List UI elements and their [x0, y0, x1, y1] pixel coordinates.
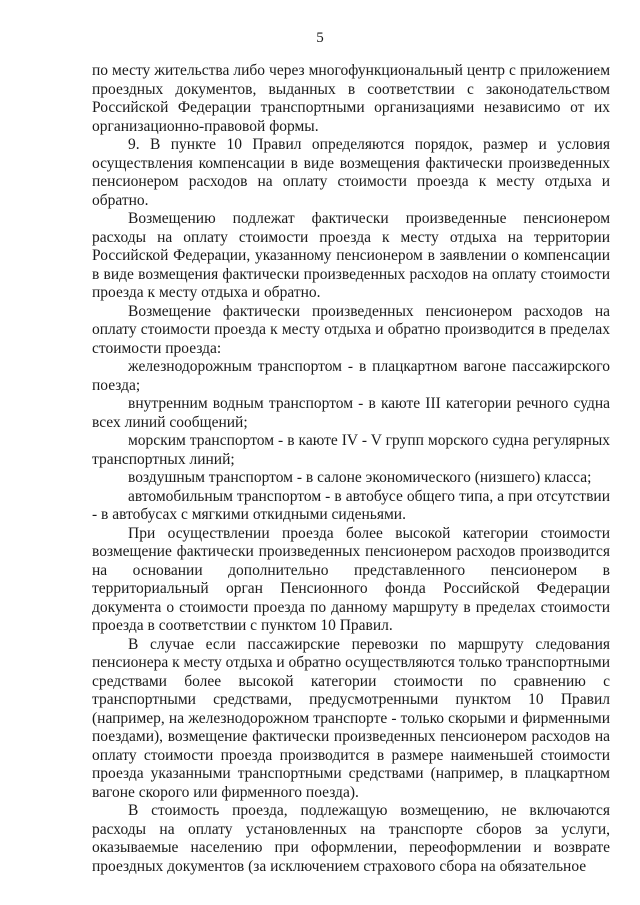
- paragraph-item-9: 9. В пункте 10 Правил определяются порядок, размер и условия осуществления компенсации в виде возмещения фактически произведенных пенсионером расходов на оплату стоимости проезда к месту отдыха и обратно.: [92, 136, 610, 209]
- list-item-sea: морским транспортом - в каюте IV - V групп морского судна регулярных транспортных линий;: [92, 432, 610, 468]
- list-item-railway: железнодорожным транспортом - в плацкартном вагоне пассажирского поезда;: [92, 358, 610, 394]
- paragraph-excluded-fees: В стоимость проезда, подлежащую возмещению, не включаются расходы на оплату установленных на транспорте сборов за услуги, оказываемые населению при оформлении, переоформлении и возврате проездных документов (за исключением страхового сбора на обязательное: [92, 802, 610, 875]
- paragraph-reimbursement-limits: Возмещение фактически произведенных пенсионером расходов на оплату стоимости проезда к месту отдыха и обратно производится в пределах стоимости проезда:: [92, 302, 610, 357]
- page-number: 5: [316, 30, 324, 46]
- paragraph-only-higher-category: В случае если пассажирские перевозки по маршруту следования пенсионера к месту отдыха и обратно осуществляются только транспортными средствами более высокой категории стоимости по сравнению с транспортными средствами, предусмотренными пунктом 10 Правил (например, на железнодорожном транспорте - только скорыми и фирменными поездами), возмещение фактически произведенных пенсионером расходов на оплату стоимости проезда производится в размере наименьшей стоимости проезда указанными транспортными средствами (например, в плацкартном вагоне скорого или фирменного поезда).: [92, 635, 610, 801]
- list-item-inland-water: внутренним водным транспортом - в каюте III категории речного судна всех линий сообщений;: [92, 395, 610, 431]
- list-item-air: воздушным транспортом - в салоне экономического (низшего) класса;: [128, 469, 592, 486]
- paragraph-reimbursement-scope: Возмещению подлежат фактически произведенные пенсионером расходы на оплату стоимости проезда к месту отдыха на территории Российской Федерации, указанному пенсионером в заявлении о компенсации в виде возмещения фактически произведенных расходов на оплату стоимости проезда к месту отдыха и обратно.: [92, 210, 610, 301]
- paragraph-higher-category: При осуществлении проезда более высокой категории стоимости возмещение фактически произведенных пенсионером расходов производится на основании дополнительно представленного пенсионером в территориальный орган Пенсионного фонда Российской Федерации документа о стоимости проезда по данному маршруту в пределах стоимости проезда в соответствии с пунктом 10 Правил.: [92, 524, 610, 634]
- list-item-road: автомобильным транспортом - в автобусе общего типа, а при отсутствии - в автобусах с мягкими откидными сиденьями.: [92, 487, 610, 523]
- document-body: [92, 62, 610, 876]
- paragraph-continuation: по месту жительства либо через многофункциональный центр с приложением проездных документов, выданных в соответствии с законодательством Российской Федерации транспортными организациями независимо от их организационно-правовой формы.: [92, 62, 610, 135]
